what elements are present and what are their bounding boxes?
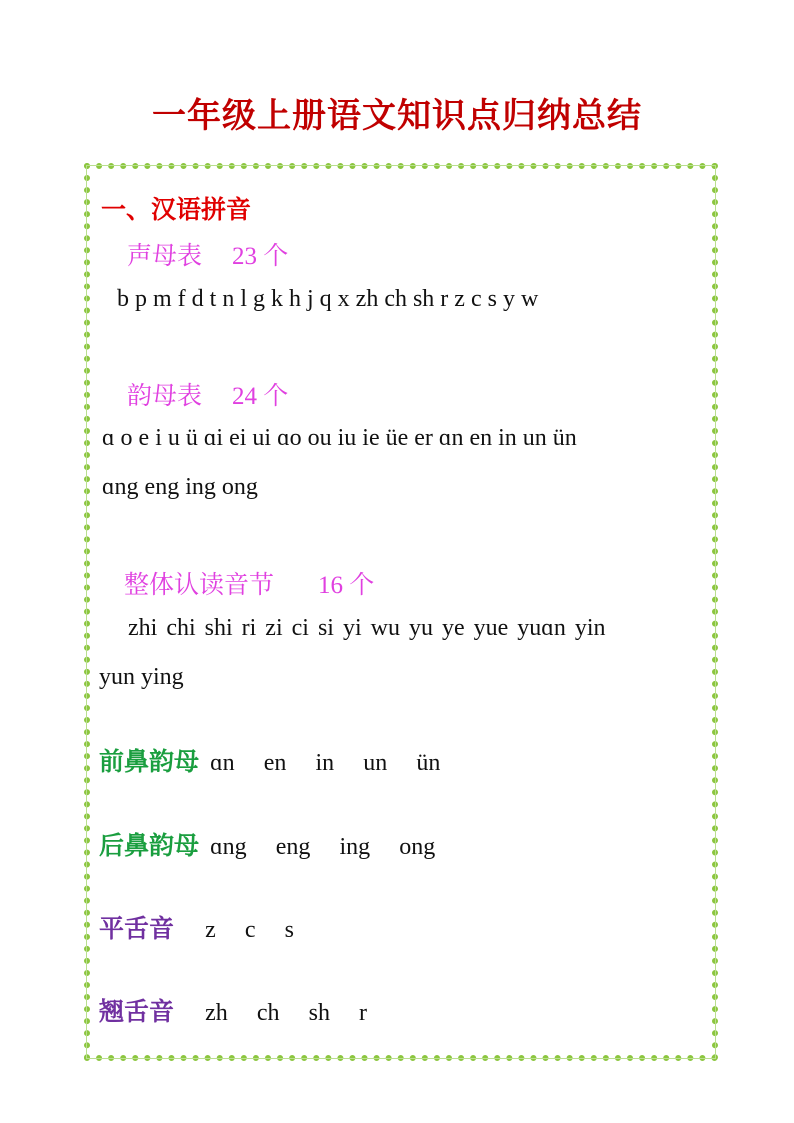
qiaoshe-item: sh [308, 1000, 330, 1026]
pingshe-item: c [244, 917, 256, 943]
qianbi-item: ün [416, 750, 441, 776]
qianbi-item: ɑn [210, 750, 235, 776]
qianbi-item: un [363, 750, 388, 776]
yunmu-heading [127, 376, 288, 412]
shengmu-count: 23 个 [232, 243, 289, 270]
pingshe-row [99, 909, 294, 945]
houbi-item: eng [275, 834, 311, 860]
houbi-item: ong [399, 834, 436, 860]
pingshe-item: z [205, 917, 216, 943]
houbi-row [99, 826, 435, 862]
pingshe-item: s [284, 917, 294, 943]
qiaoshe-item: zh [205, 1000, 228, 1026]
shengmu-content: b p m f d t n l g k h j q x zh ch sh r z c s y w [117, 286, 539, 312]
yunmu-title: 韵母表 [127, 381, 203, 410]
yunmu-line-1: ɑ o e i u ü ɑi ei ui ɑo ou iu ie üe er ɑn en in un ün [102, 425, 577, 451]
houbi-item: ɑng [210, 834, 247, 860]
qiaoshe-item: ch [256, 1000, 280, 1026]
zhengti-heading [124, 565, 374, 601]
qiaoshe-row [99, 992, 367, 1028]
yunmu-line-2: ɑng eng ing ong [102, 474, 258, 500]
qiaoshe-label: 翘舌音 [99, 997, 175, 1026]
qiaoshe-item: r [359, 1000, 368, 1026]
zhengti-line-2: yun ying [99, 664, 184, 690]
pingshe-label: 平舌音 [99, 914, 175, 943]
zhengti-title: 整体认读音节 [124, 570, 275, 599]
houbi-label: 后鼻韵母 [99, 831, 200, 860]
qianbi-label: 前鼻韵母 [99, 747, 200, 776]
zhengti-count: 16 个 [318, 572, 375, 599]
yunmu-count: 24 个 [232, 383, 289, 410]
section-heading: 一、汉语拼音 [101, 195, 252, 224]
qianbi-item: in [315, 750, 335, 776]
page-title: 一年级上册语文知识点归纳总结 [152, 96, 642, 136]
zhengti-line-1: zhi chi shi ri zi ci si yi wu yu ye yue yuɑn yin [128, 615, 606, 641]
qianbi-row [99, 742, 440, 778]
shengmu-heading [127, 236, 288, 272]
qianbi-item: en [263, 750, 287, 776]
houbi-item: ing [339, 834, 371, 860]
shengmu-title: 声母表 [127, 241, 203, 270]
